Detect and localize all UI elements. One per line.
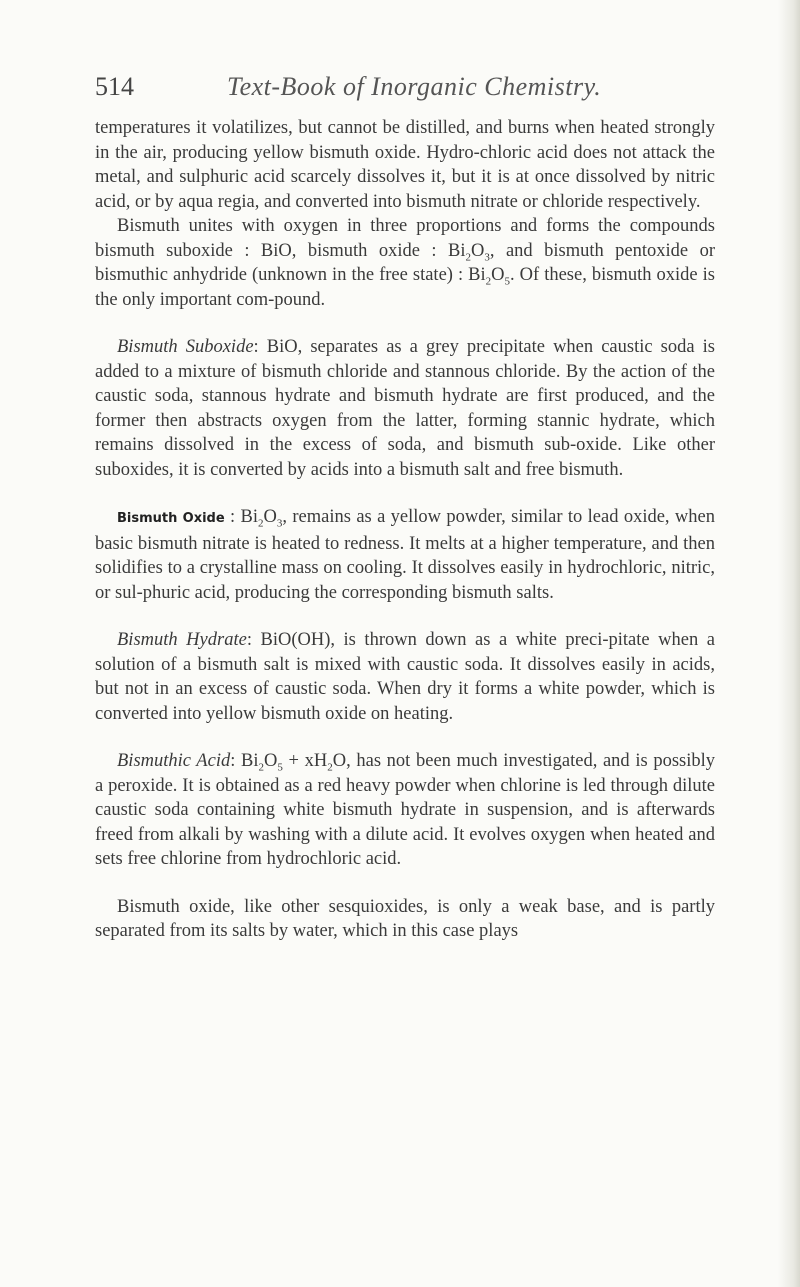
section-heading-oxide: Bismuth Oxide [117, 511, 225, 526]
section-heading-suboxide: Bismuth Suboxide [117, 337, 254, 357]
paragraph-bismuth-oxide [95, 505, 715, 605]
paragraph-bismuth-suboxide [95, 335, 715, 482]
subscript: 5 [504, 275, 510, 288]
text-run: O, has not been much investigated, and is possibly a peroxide. It is obtained as a red heavy powder when chlorine is led through dilute caustic soda containing white bismuth hydrate in suspension, and is afterwards freed from alkali by washing with a dilute acid. It evolves oxygen when heated and sets free chlorine from hydrochloric acid. [95, 751, 716, 869]
subscript: 2 [465, 251, 471, 264]
running-title: Text-Book of Inorganic Chemistry. [227, 72, 602, 101]
paragraph-volatilization: temperatures it volatilizes, but cannot be distilled, and burns when heated strongly in the air, producing yellow bismuth oxide. Hydro-chloric acid does not attack the metal, and sulphuric acid scarcely dissolves it, but it is at once dissolved by nitric acid, or by aqua regia, and converted into bismuth nitrate or chloride respectively. [95, 118, 715, 212]
text-run: : Bi [230, 751, 259, 771]
text-run: , remains as a yellow powder, similar to lead oxide, when basic bismuth nitrate is heated to redness. It melts at a higher temperature, and then solidifies to a crystalline mass on cooling. It dissolves easily in hydrochloric, nitric, or sul-phuric acid, producing the corresponding bismuth salts. [95, 507, 715, 603]
subscript: 2 [485, 275, 492, 288]
text-run: : BiO(OH), is thrown down as a white preci-pitate when a solution of a bismuth salt is mixed with caustic soda. It dissolves easily in acids, but not in an excess of caustic soda. When dry it forms a white powder, which is converted into yellow bismuth oxide on heating. [95, 630, 715, 724]
page-number: 514 [95, 72, 134, 101]
subscript: 2 [258, 517, 264, 530]
text-run: O [491, 265, 505, 285]
text-run: . Of these, bismuth oxide is the only important com-pound. [95, 265, 715, 310]
subscript: 2 [258, 761, 264, 774]
subscript: 3 [276, 517, 283, 530]
section-heading-hydrate: Bismuth Hydrate [117, 630, 247, 650]
text-run: : BiO, separates as a grey precipitate when caustic soda is added to a mixture of bismuth chloride and stannous chloride. By the action of the caustic soda, stannous hydrate and bismuth hydrate are first produced, and the former then abstracts oxygen from the latter, forming stannic hydrate, which remains dissolved in the excess of soda, and bismuth sub-oxide. Like other suboxides, it is converted by acids into a bismuth salt and free bismuth. [95, 337, 715, 480]
text-run: , and bismuth pentoxide or bismuthic anhydride (unknown in the free state) : Bi [95, 240, 715, 285]
paragraph-weak-base: Bismuth oxide, like other sesquioxides, is only a weak base, and is partly separated from its salts by water, which in this case plays [95, 896, 715, 941]
page-edge-shadow [778, 0, 800, 1287]
text-run: O [264, 751, 278, 771]
subscript: 2 [327, 761, 333, 774]
paragraph-bismuth-hydrate [95, 628, 715, 726]
page-header [95, 72, 715, 112]
subscript: 3 [484, 251, 490, 264]
paragraph-oxides-overview [95, 214, 715, 312]
body-text [95, 116, 715, 944]
text-run: O [471, 240, 485, 261]
text-run: + xH [282, 751, 328, 771]
subscript: 5 [277, 761, 283, 774]
text-run: O [263, 507, 277, 527]
text-run: Bismuth unites with oxygen in three proportions and forms the compounds bismuth suboxide : BiO, bismuth oxide : Bi [95, 216, 715, 261]
text-run: : Bi [224, 507, 259, 527]
section-heading-bismuthic-acid: Bismuthic Acid [117, 751, 231, 771]
paragraph-bismuthic-acid [95, 749, 715, 872]
